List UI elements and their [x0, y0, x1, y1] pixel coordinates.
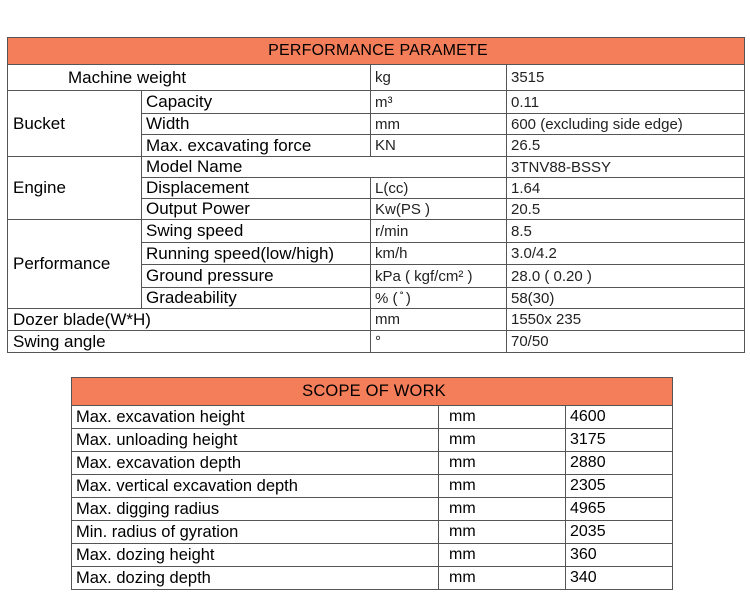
row-value: 360	[566, 544, 673, 567]
row-unit: mm	[439, 406, 566, 429]
machine-weight-value: 3515	[507, 65, 745, 91]
dozer-blade-value: 1550x 235	[507, 309, 745, 331]
performance-group-label: Performance	[8, 220, 142, 309]
table-row	[8, 331, 745, 353]
row-value: 4600	[566, 406, 673, 429]
row-value: 3.0/4.2	[507, 243, 745, 265]
row-value: 1.64	[507, 178, 745, 199]
swing-angle-label: Swing angle	[8, 331, 371, 353]
row-unit: Kw(PS )	[371, 199, 507, 220]
table-row	[72, 406, 673, 429]
row-label: Max. digging radius	[72, 498, 439, 521]
table-row	[72, 521, 673, 544]
engine-group-label: Engine	[8, 157, 142, 220]
row-unit: mm	[439, 452, 566, 475]
row-label: Displacement	[142, 178, 371, 199]
row-label: Output Power	[142, 199, 371, 220]
row-label: Min. radius of gyration	[72, 521, 439, 544]
table-row	[72, 429, 673, 452]
row-label: Max. excavating force	[142, 135, 371, 157]
row-label: Ground pressure	[142, 265, 371, 288]
table-row	[72, 567, 673, 590]
bucket-group-label: Bucket	[8, 91, 142, 157]
row-value: 600 (excluding side edge)	[507, 114, 745, 135]
dozer-blade-label: Dozer blade(W*H)	[8, 309, 371, 331]
table-row	[8, 157, 745, 178]
table-row	[8, 91, 745, 114]
row-value: 20.5	[507, 199, 745, 220]
row-unit: r/min	[371, 220, 507, 243]
row-unit: mm	[439, 521, 566, 544]
row-value: 28.0 ( 0.20 )	[507, 265, 745, 288]
table-row	[72, 452, 673, 475]
row-label: Max. vertical excavation depth	[72, 475, 439, 498]
swing-angle-value: 70/50	[507, 331, 745, 353]
row-label: Swing speed	[142, 220, 371, 243]
performance-table-title: PERFORMANCE PARAMETE	[8, 38, 745, 65]
table-row	[72, 544, 673, 567]
row-label: Running speed(low/high)	[142, 243, 371, 265]
row-unit: KN	[371, 135, 507, 157]
row-unit: mm	[439, 567, 566, 590]
row-value: 2305	[566, 475, 673, 498]
row-value: 2035	[566, 521, 673, 544]
scope-of-work-table	[71, 377, 673, 590]
row-label: Model Name	[142, 157, 507, 178]
row-label: Max. excavation depth	[72, 452, 439, 475]
performance-parameters-table	[7, 37, 745, 353]
row-value: 58(30)	[507, 288, 745, 309]
row-value: 3175	[566, 429, 673, 452]
row-value: 2880	[566, 452, 673, 475]
row-unit: L(cc)	[371, 178, 507, 199]
dozer-blade-unit: mm	[371, 309, 507, 331]
table-row	[72, 498, 673, 521]
row-value: 340	[566, 567, 673, 590]
row-unit: % ( ̊ )	[371, 288, 507, 309]
row-unit: mm	[371, 114, 507, 135]
row-value: 3TNV88-BSSY	[507, 157, 745, 178]
scope-table-title: SCOPE OF WORK	[72, 378, 673, 406]
machine-weight-label: Machine weight	[8, 65, 371, 91]
row-value: 8.5	[507, 220, 745, 243]
row-label: Capacity	[142, 91, 371, 114]
table-row	[8, 309, 745, 331]
row-unit: m³	[371, 91, 507, 114]
row-unit: mm	[439, 429, 566, 452]
row-unit: kPa ( kgf/cm² )	[371, 265, 507, 288]
table-row	[8, 220, 745, 243]
machine-weight-unit: kg	[371, 65, 507, 91]
row-label: Max. unloading height	[72, 429, 439, 452]
row-label: Max. excavation height	[72, 406, 439, 429]
table-row	[72, 475, 673, 498]
swing-angle-unit: °	[371, 331, 507, 353]
row-unit: mm	[439, 498, 566, 521]
row-label: Width	[142, 114, 371, 135]
row-label: Max. dozing height	[72, 544, 439, 567]
row-label: Gradeability	[142, 288, 371, 309]
row-value: 4965	[566, 498, 673, 521]
row-value: 26.5	[507, 135, 745, 157]
row-unit: mm	[439, 544, 566, 567]
row-value: 0.11	[507, 91, 745, 114]
row-label: Max. dozing depth	[72, 567, 439, 590]
row-unit: km/h	[371, 243, 507, 265]
table-row	[8, 65, 745, 91]
row-unit: mm	[439, 475, 566, 498]
